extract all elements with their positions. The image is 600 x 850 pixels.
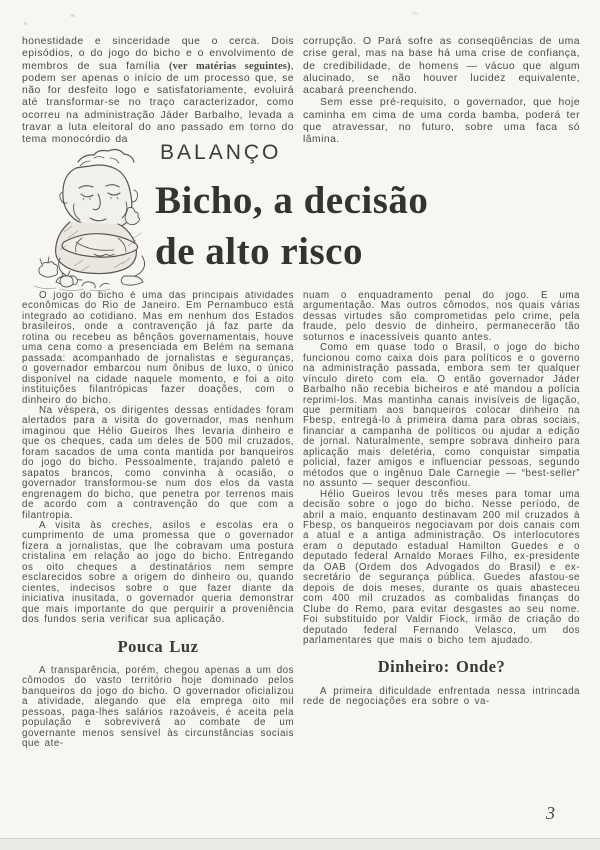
- intro-column-left: [22, 36, 294, 147]
- paragraph: Na véspera, os dirigentes dessas entidades foram alertados para a visita do governador, mas nenhum imaginou que Hélio Gueiros lhes levaria dinheiro e que os cheques, cada um deles de 500 mil cruzados, foram sacados de uma conta mantida por banqueiros do jogo do bicho. Pessoalmente, trajando paletó e sapatos brancos, como convinha à ocasião, o governador transformou-se num dos elos da vasta engrenagem do bicho, que penetra por terrenos mais de acordo com a contravenção do que com a filantropia.: [22, 404, 294, 521]
- paragraph: A primeira dificuldade enfrentada nessa intrincada rede de negociações era sobre o va-: [303, 685, 580, 708]
- subheading-pouca-luz: Pouca Luz: [117, 636, 199, 656]
- body-column-right: [303, 291, 580, 826]
- subheading-dinheiro-onde: Dinheiro: Onde?: [377, 657, 506, 677]
- intro-paragraph-left: [22, 36, 294, 147]
- paragraph: A visita às creches, asilos e escolas era o cumprimento de uma promessa que o governador fizera a jornalistas, que lhe cobravam uma postura cristalina em relação ao jogo do bicho. Entregando os oito cheques a destinatários nem sempre esclarecidos sobre a origem do dinheiro ou, quando cientes, indecisos sobre o que fazer diante da iniciativa inusitada, o governador queria demonstrar que mais importante do que perquirir a proveniência dos fundos seria verificar sua aplicação.: [22, 519, 294, 626]
- article-title-line2: de alto risco: [155, 230, 363, 273]
- intro-left-bold-note: (ver matérias seguintes): [169, 60, 291, 72]
- caricature-illustration: [30, 146, 172, 292]
- scan-edge-band: [0, 839, 600, 850]
- body-column-left: [22, 291, 294, 826]
- intro-left-pre: honestidade e sinceridade que o cerca. Dois episódios, o do jogo do bicho e o envolvimento de membros de sua família: [22, 36, 294, 72]
- paragraph: A transparência, porém, chegou apenas a um dos cômodos do vasto território hoje dominado pelos banqueiros do jogo do bicho. O governador oficializou a atividade, alegando que ela emprega oito mil pessoas, paga-lhes salários razoáveis, é aceita pela população e sobreviverá ao combate de um governante menos sensível às circunstâncias sociais que ate-: [22, 664, 294, 750]
- paragraph: Hélio Gueiros levou três meses para tomar uma decisão sobre o jogo do bicho. Nesse período, de abril a maio, enquanto destinavam 200 mil cruzados à Fbesp, os banqueiros negociavam por dois canais com a atual e a antiga administração. Os interlocutores eram o deputado estadual Hamilton Guedes e o deputado federal Arnaldo Moraes Filho, ex-presidente da OAB (Ordem dos Advogados do Brasil) e ex-secretário de segurança pública. Guedes afastou-se depois de dois meses, durante os quais abasteceu com 400 mil cruzados as combalidas finanças do Clube do Remo, para evitar desgastes ao seu nome. Foi substituído por Valdir Fiock, irmão de criação do deputado federal Fernando Velasco, um dos parlamentares que mais o bicho tem ajudado.: [303, 488, 580, 646]
- page-number: 3: [546, 803, 555, 823]
- intro-left-post: , podem ser apenas o início de um processo que, se não for desfeito logo e satisfatoriamente, evoluirá até transformar-se no traço caracterizador, como ocorreu na administração Jáder Barbalho, levada a travar a luta eleitoral do ano passado em torno do tema monocórdio da: [22, 60, 294, 146]
- paragraph: nuam o enquadramento penal do jogo. É uma argumentação. Mas outros cômodos, nos quais várias dessas virtudes são comprometidas pelo crime, pela fraude, pelo desvio de dinheiro, permanecerão tão soturnos e inacessíveis quanto antes.: [303, 291, 580, 343]
- scan-artifact: [70, 14, 75, 17]
- article-title: [155, 175, 428, 277]
- scan-artifact: [412, 12, 418, 15]
- article-title-line1: Bicho, a decisão: [155, 179, 429, 222]
- intro-paragraph-right-2: Sem esse pré-requisito, o governador, que hoje caminha em cima de uma corda bamba, poderá ter que atravessar, no futuro, sobre uma faca só lâmina.: [303, 97, 580, 146]
- paragraph: Como em quase todo o Brasil, o jogo do bicho funcionou como caixa dois para políticos e o governo na administração passada, embora sem ter qualquer vínculo direto com ela. O então governador Jáder Barbalho não recebia bicheiros e até mandou a polícia reprimi-los. Mas mantinha canais invisíveis de ligação, que permitiam aos banqueiros colocar dinheiro na Fbesp, entregá-lo à primeira dama para obras sociais, financiar a campanha de políticos ou ajudar a edição de jornal. Naturalmente, sempre sobrava dinheiro para aplicação mais deletéria, como conquistar simpatia policial, fazer amigos e influenciar pessoas, segundo métodos que o ingênuo Dale Carnegie — “best-seller” no assunto — sequer desconfiou.: [303, 342, 580, 490]
- paragraph: O jogo do bicho é uma das principais atividades econômicas do Rio de Janeiro. Em Pernambuco está integrado ao cotidiano. Mas em nenhum dos Estados brasileiros, onde a contravenção já faz parte da rotina ou recebeu as bênçãos governamentais, houve uma cena como a presenciada em Belém na semana passada: acompanhado de jornalistas e seguranças, o governador embarcou num ônibus de luxo, o único disponível na cidade naquele momento, e foi a oito instituições filantrópicas fazer doações, com o dinheiro do bicho.: [22, 291, 294, 406]
- intro-column-right: [303, 36, 580, 147]
- intro-paragraph-right-1: corrupção. O Pará sofre as conseqüências de uma crise geral, mas na base há uma crise de confiança, de credibilidade, de homens — vácuo que algum alucinado, se não houver lucidez equivalente, acabará preenchendo.: [303, 36, 580, 97]
- scan-artifact: [24, 22, 27, 25]
- section-kicker: BALANÇO: [160, 141, 282, 164]
